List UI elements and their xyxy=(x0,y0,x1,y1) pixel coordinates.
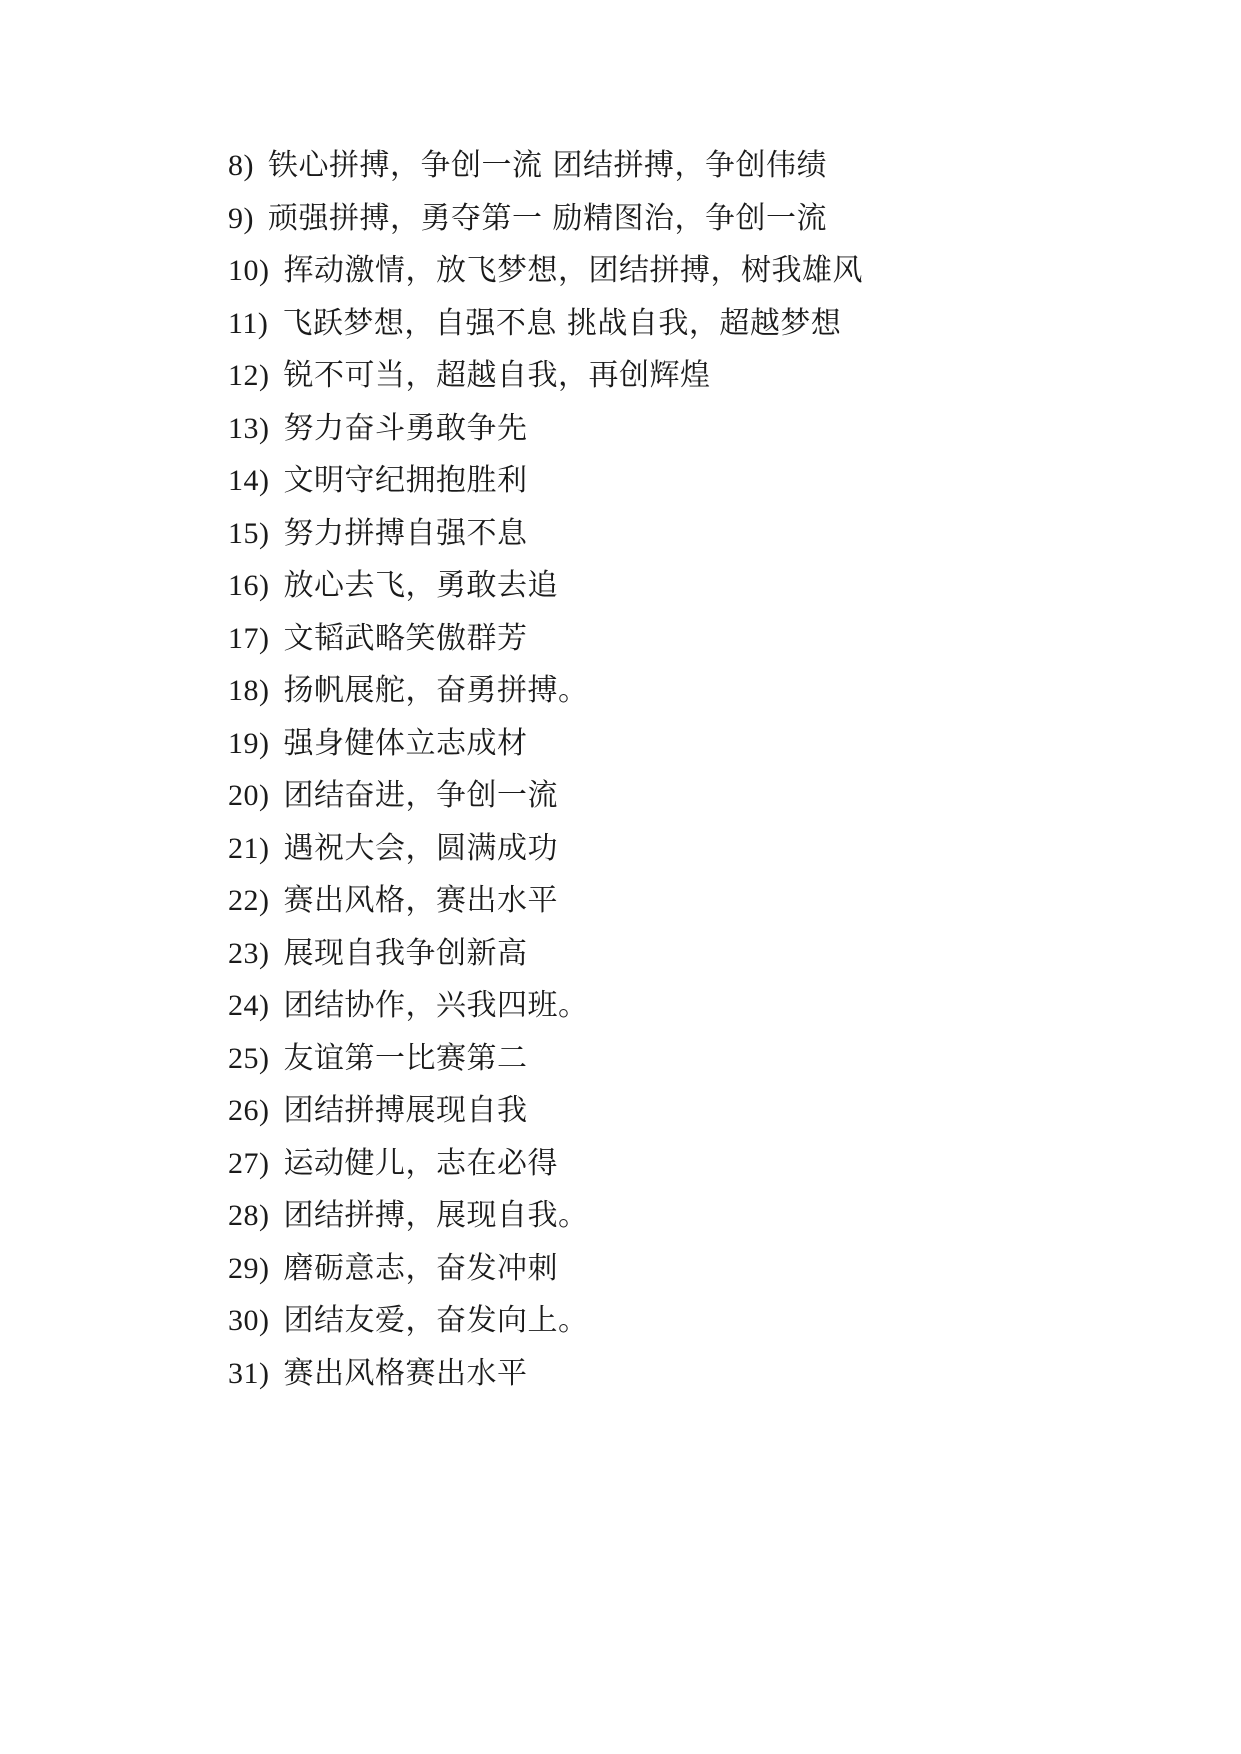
list-item xyxy=(228,1348,1081,1401)
list-item-text: 磨砺意志，奋发冲刺 xyxy=(283,1250,558,1286)
list-item-marker: 10) xyxy=(228,254,270,287)
list-item-text: 团结友爱，奋发向上。 xyxy=(283,1303,589,1338)
list-item-marker: 11) xyxy=(228,306,269,340)
list-item xyxy=(228,665,1081,718)
list-item xyxy=(228,770,1081,823)
list-item-marker: 24) xyxy=(228,989,270,1022)
list-item-text: 挥动激情，放飞梦想，团结拼搏，树我雄风 xyxy=(283,253,863,288)
list-item-text: 努力奋斗勇敢争先 xyxy=(283,410,528,446)
list-item-marker: 14) xyxy=(228,464,270,497)
list-item-text: 运动健儿，志在必得 xyxy=(283,1145,558,1181)
list-item-text: 团结奋进，争创一流 xyxy=(283,778,558,813)
list-item xyxy=(228,1190,1081,1243)
list-item xyxy=(228,508,1081,561)
list-item-marker: 27) xyxy=(228,1146,270,1180)
list-item-marker: 17) xyxy=(228,621,270,655)
list-item xyxy=(228,1033,1081,1086)
list-item xyxy=(228,560,1081,613)
list-item-text: 团结协作，兴我四班。 xyxy=(283,988,589,1023)
list-item xyxy=(228,1085,1081,1138)
list-item-marker: 18) xyxy=(228,674,270,707)
list-item-marker: 30) xyxy=(228,1304,270,1337)
list-item-marker: 25) xyxy=(228,1041,270,1075)
list-item-text: 顽强拼搏，勇夺第一 励精图治，争创一流 xyxy=(268,200,828,236)
list-item xyxy=(228,823,1081,876)
list-item-text: 铁心拼搏，争创一流 团结拼搏，争创伟绩 xyxy=(268,148,828,183)
list-item-marker: 19) xyxy=(228,726,270,760)
list-item-text: 锐不可当，超越自我，再创辉煌 xyxy=(283,358,711,393)
list-item-text: 文韬武略笑傲群芳 xyxy=(283,620,528,656)
list-item-text: 遇祝大会，圆满成功 xyxy=(283,830,558,866)
list-item xyxy=(228,613,1081,666)
list-item-text: 展现自我争创新高 xyxy=(283,935,528,971)
list-item xyxy=(228,350,1081,403)
list-item xyxy=(228,1295,1081,1348)
list-item xyxy=(228,455,1081,508)
slogan-list xyxy=(228,140,1081,1400)
list-item-marker: 28) xyxy=(228,1199,270,1232)
list-item xyxy=(228,718,1081,771)
list-item xyxy=(228,403,1081,456)
list-item-marker: 20) xyxy=(228,779,270,812)
list-item-marker: 15) xyxy=(228,516,270,550)
list-item-marker: 26) xyxy=(228,1094,270,1127)
list-item-text: 友谊第一比赛第二 xyxy=(283,1040,528,1076)
list-item xyxy=(228,1243,1081,1296)
list-item-text: 强身健体立志成材 xyxy=(283,725,528,761)
list-item xyxy=(228,980,1081,1033)
list-item-marker: 21) xyxy=(228,831,270,865)
list-item xyxy=(228,245,1081,298)
list-item-marker: 29) xyxy=(228,1251,270,1285)
list-item-text: 赛出风格，赛出水平 xyxy=(283,883,558,918)
list-item xyxy=(228,140,1081,193)
list-item-text: 文明守纪拥抱胜利 xyxy=(283,463,528,498)
list-item-marker: 8) xyxy=(228,149,254,182)
list-item-marker: 22) xyxy=(228,884,270,917)
list-item-marker: 23) xyxy=(228,936,270,970)
list-item xyxy=(228,875,1081,928)
list-item-text: 飞跃梦想，自强不息 挑战自我，超越梦想 xyxy=(282,305,842,341)
list-item-text: 扬帆展舵，奋勇拼搏。 xyxy=(283,673,589,708)
list-item-text: 放心去飞，勇敢去追 xyxy=(283,568,558,603)
list-item-text: 努力拼搏自强不息 xyxy=(283,515,528,551)
list-item-text: 团结拼搏，展现自我。 xyxy=(283,1198,589,1233)
list-item-text: 赛出风格赛出水平 xyxy=(283,1355,528,1391)
list-item-marker: 16) xyxy=(228,569,270,602)
list-item xyxy=(228,928,1081,981)
list-item xyxy=(228,298,1081,351)
list-item-marker: 9) xyxy=(228,201,254,235)
list-item-text: 团结拼搏展现自我 xyxy=(283,1093,528,1128)
list-item-marker: 12) xyxy=(228,359,270,392)
list-item xyxy=(228,1138,1081,1191)
list-item-marker: 31) xyxy=(228,1356,270,1390)
list-item xyxy=(228,193,1081,246)
list-item-marker: 13) xyxy=(228,411,270,445)
